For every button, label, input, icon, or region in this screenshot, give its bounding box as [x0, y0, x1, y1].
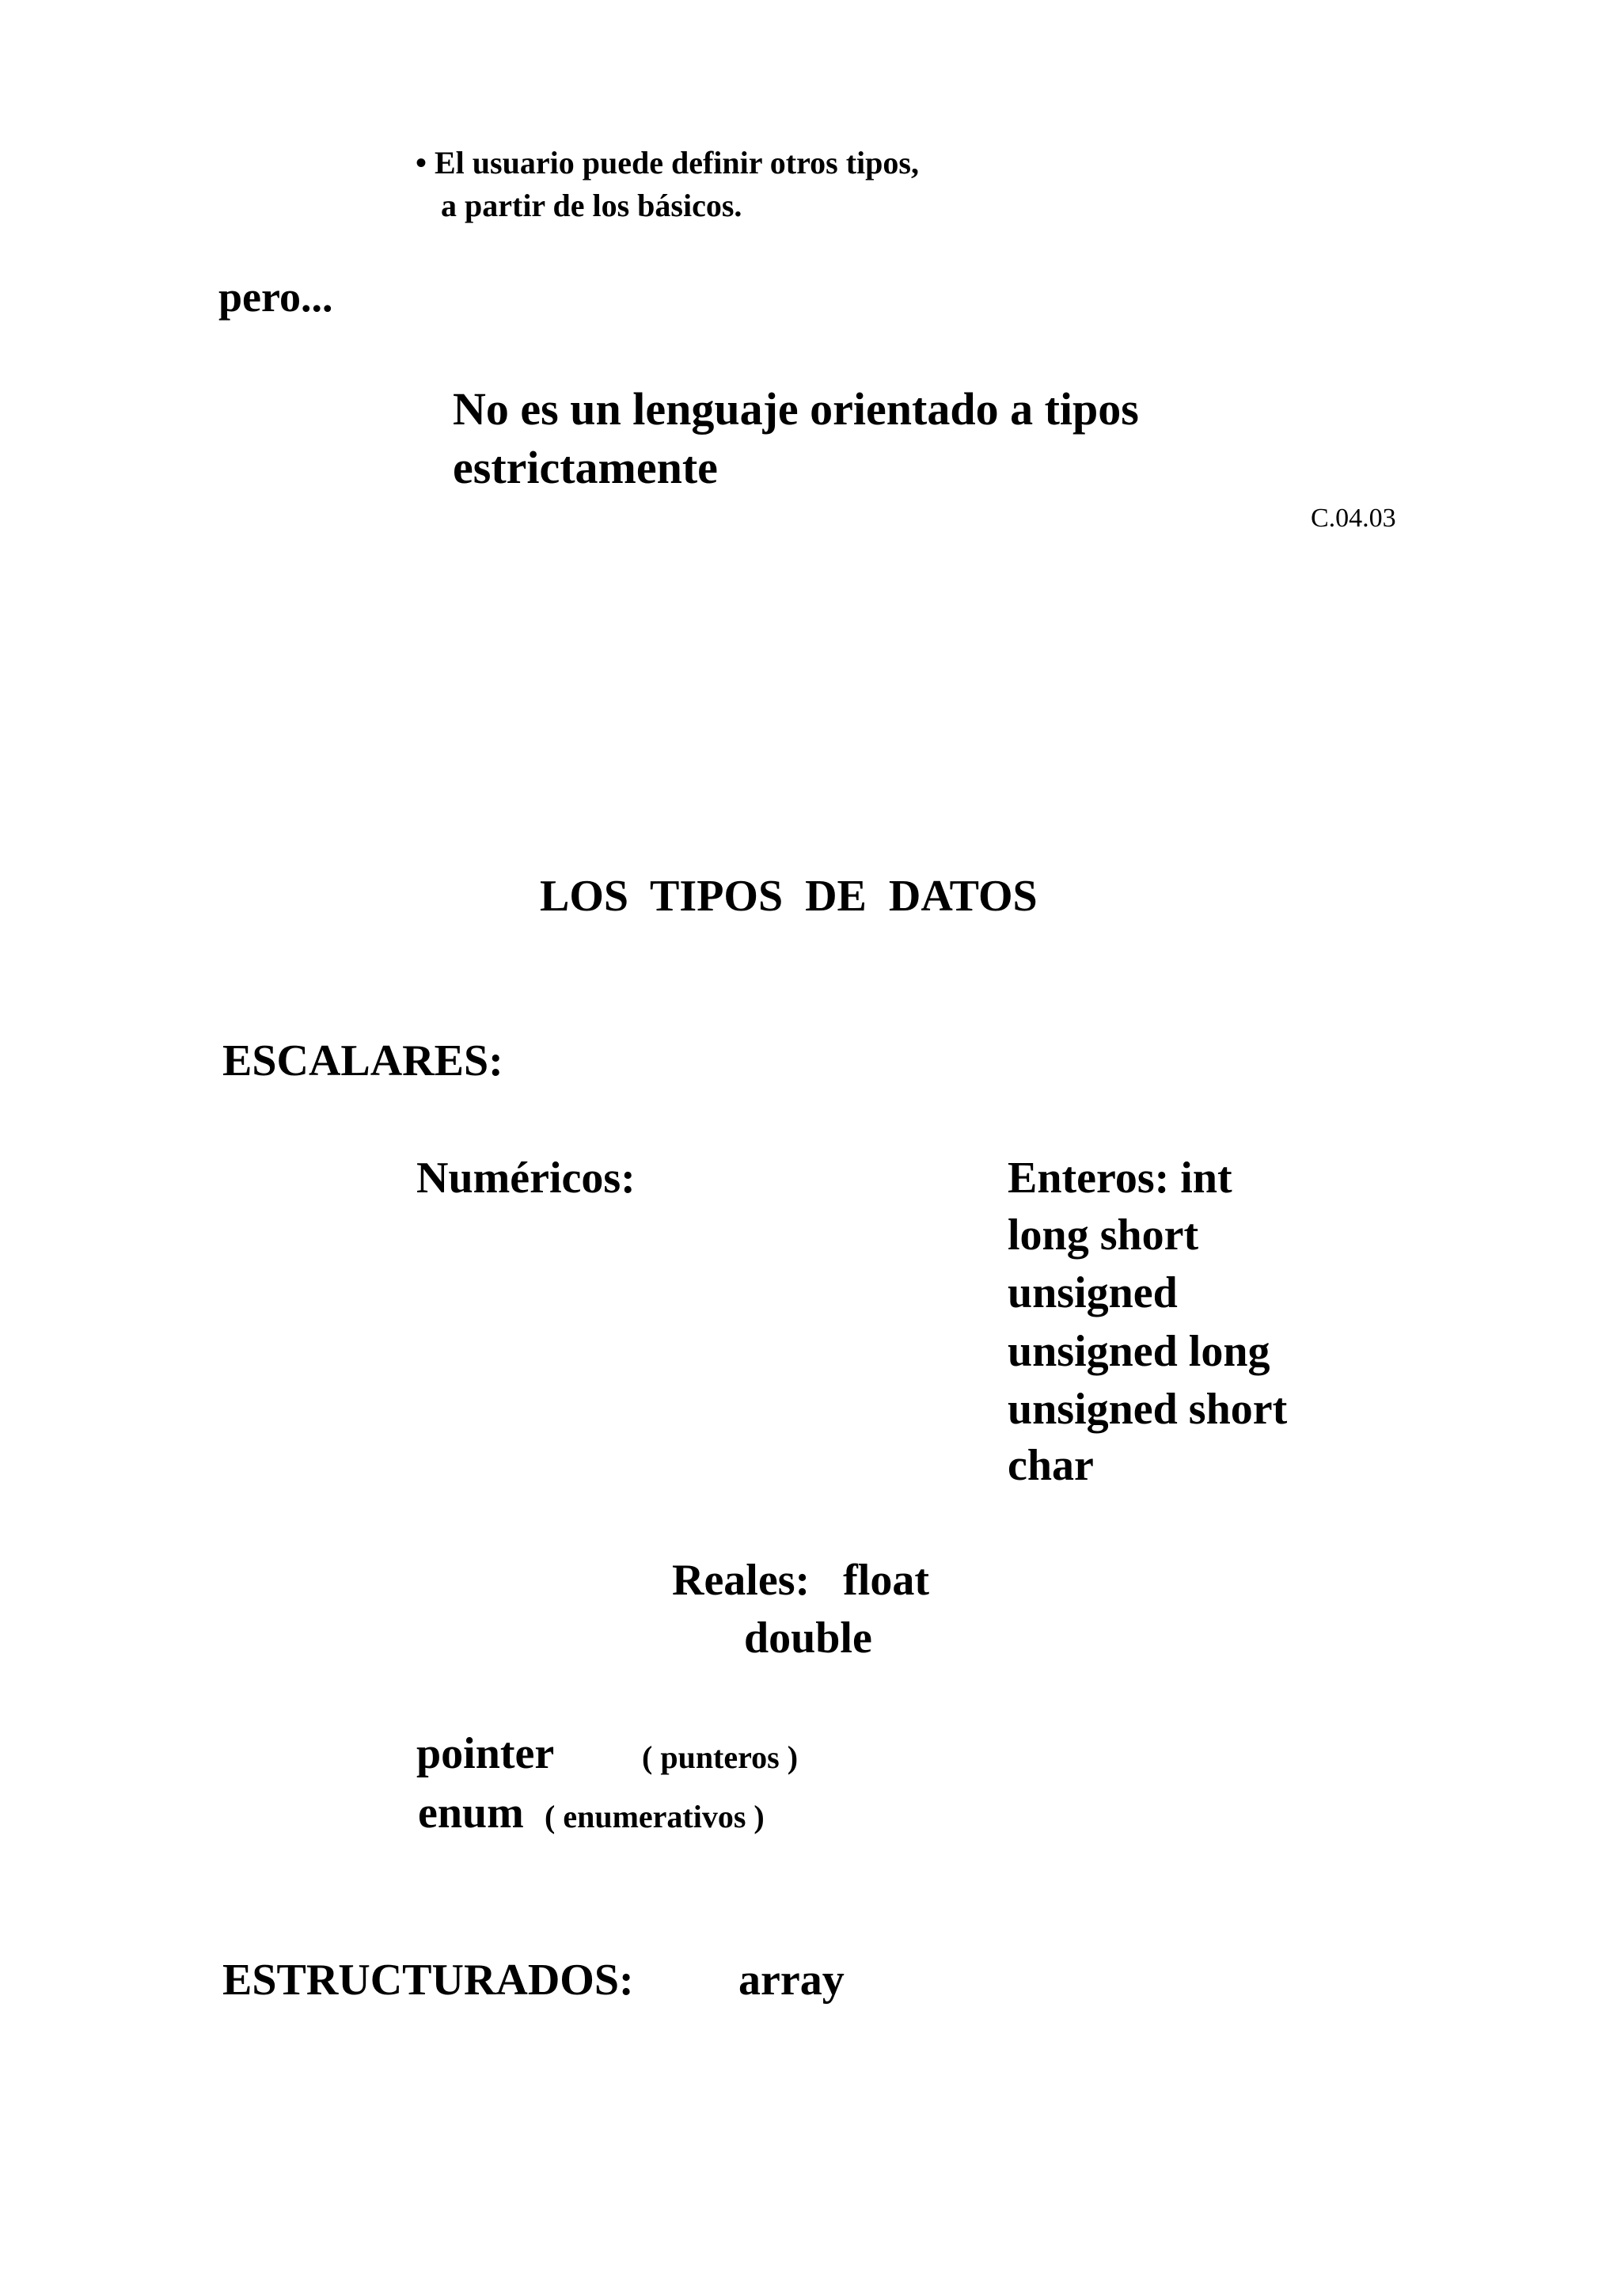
- reales-line-2: double: [744, 1614, 872, 1663]
- enteros-line: unsigned short: [1008, 1385, 1288, 1434]
- enteros-line: unsigned: [1008, 1268, 1178, 1317]
- enum-note: ( enumerativos ): [545, 1799, 765, 1834]
- enteros-line: Enteros: int: [1008, 1154, 1232, 1203]
- statement-line-1: No es un lenguaje orientado a tipos: [453, 383, 1139, 435]
- section-title: LOS TIPOS DE DATOS: [540, 872, 1038, 921]
- enteros-line: char: [1008, 1441, 1094, 1490]
- escalares-heading: ESCALARES:: [222, 1036, 503, 1085]
- pointer-note: ( punteros ): [642, 1739, 799, 1775]
- enum-label: enum: [418, 1789, 524, 1838]
- pero-text: pero...: [218, 273, 333, 321]
- pointer-label: pointer: [416, 1729, 555, 1778]
- estructurados-heading: ESTRUCTURADOS:: [222, 1956, 634, 2005]
- array-label: array: [738, 1956, 845, 2005]
- reales-line-1: Reales: float: [672, 1556, 930, 1605]
- numericos-label: Numéricos:: [416, 1154, 636, 1203]
- enteros-line: long short: [1008, 1211, 1199, 1260]
- bullet-line-1: • El usuario puede definir otros tipos,: [416, 145, 919, 181]
- statement-line-2: estrictamente: [453, 442, 718, 493]
- enteros-line: unsigned long: [1008, 1327, 1270, 1376]
- page-number: C.04.03: [1311, 504, 1396, 533]
- bullet-line-2: a partir de los básicos.: [441, 188, 742, 223]
